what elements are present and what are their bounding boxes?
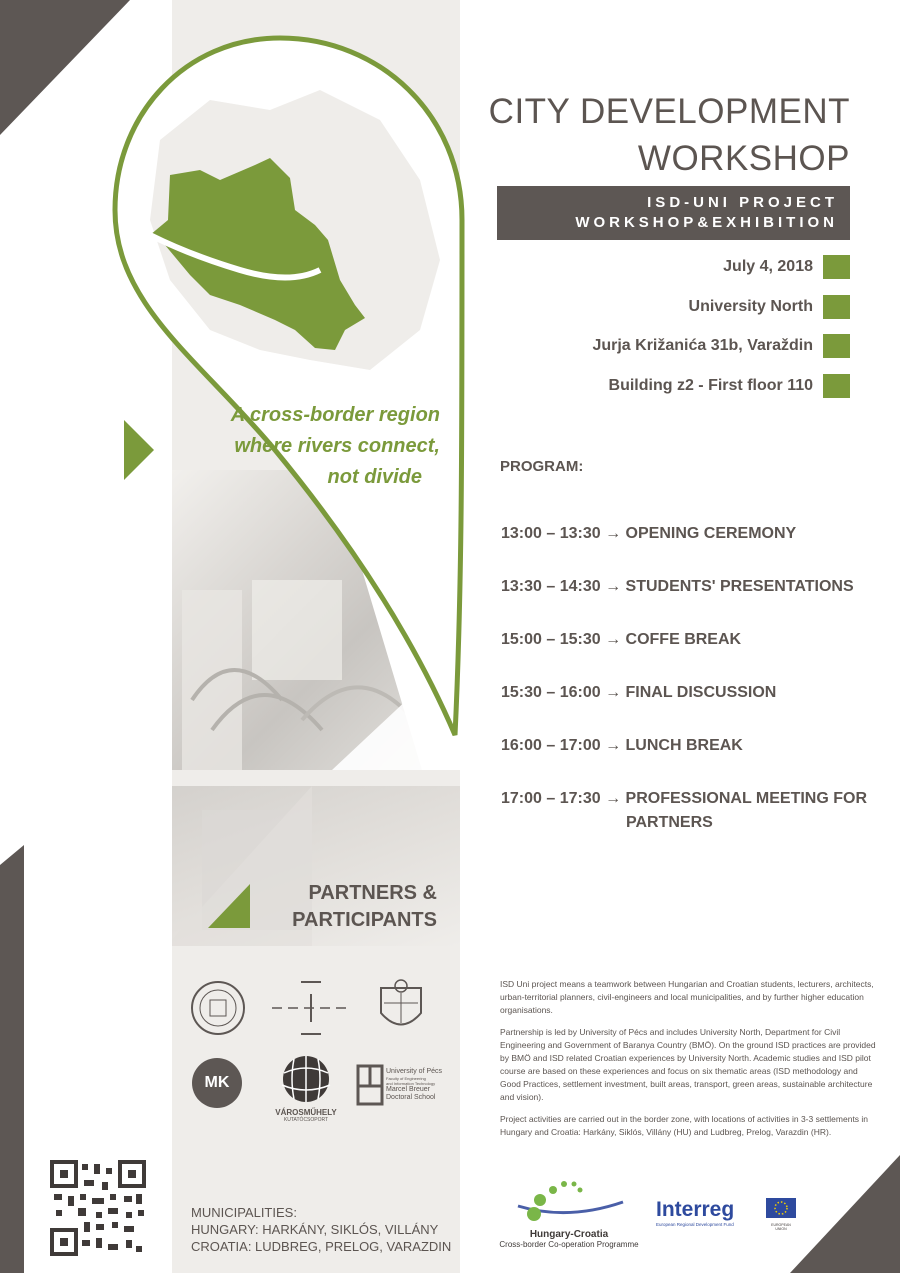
subtitle-line: WORKSHOP&EXHIBITION bbox=[575, 214, 838, 231]
event-address: Jurja Križanića 31b, Varaždin bbox=[592, 337, 813, 354]
tagline-line: A cross-border region bbox=[230, 404, 440, 426]
green-square-bullet bbox=[823, 295, 850, 319]
breuer-doctoral-school-logo bbox=[356, 1064, 442, 1106]
description-paragraph: Partnership is led by University of Pécs and includes University North, Department for Civil Engineering and Government of Baranya Country (BMÖ). On the ground ISD practices are provided by BMÖ and ISD related Croatian experiences by University North. Academic studies and ISD pilot course are based on these experiences and focus on six thematic areas (ISD methodology and Good Practices, settlement investment, built areas, transport, green areas, sustainable architecture and vision). bbox=[500, 1027, 876, 1102]
breuer-line: Doctoral School bbox=[386, 1094, 436, 1101]
program-item-text: 15:30 – 16:00 → FINAL DISCUSSION bbox=[501, 684, 777, 701]
varosmuhely-name: VÁROSMŰHELY bbox=[275, 1108, 337, 1117]
event-room-row bbox=[609, 374, 850, 398]
green-square-bullet bbox=[823, 334, 850, 358]
university-north-cross-logo bbox=[272, 978, 350, 1040]
partners-heading bbox=[240, 880, 437, 934]
program-item bbox=[501, 628, 741, 652]
breuer-line: University of Pécs bbox=[386, 1068, 443, 1075]
tagline-line: not divide bbox=[327, 466, 422, 488]
mk-logo-text: MK bbox=[204, 1074, 230, 1091]
event-address-row bbox=[592, 334, 850, 358]
program-item-text: 17:00 – 17:30 → PROFESSIONAL MEETING FOR bbox=[501, 790, 868, 807]
programme-swoosh-icon bbox=[498, 1176, 640, 1224]
breuer-line: and Information Technology bbox=[386, 1081, 436, 1086]
varosmuhely-subtitle: KUTATÓCSOPORT bbox=[283, 1117, 329, 1123]
mk-logo bbox=[192, 1058, 242, 1108]
corner-triangle-bottom-right bbox=[790, 1155, 900, 1273]
title-line: CITY DEVELOPMENT bbox=[488, 92, 850, 131]
program-item bbox=[501, 522, 796, 546]
program-heading: PROGRAM: bbox=[500, 458, 584, 475]
program-item-text: 15:00 – 15:30 → COFFE BREAK bbox=[501, 631, 742, 648]
program-item bbox=[501, 787, 867, 835]
eu-flag-icon bbox=[766, 1198, 796, 1218]
varosmuhely-logo bbox=[270, 1055, 342, 1123]
tagline-line: where rivers connect, bbox=[234, 435, 440, 457]
programme-name: Hungary-Croatia bbox=[529, 1229, 609, 1240]
title-line: WORKSHOP bbox=[637, 139, 850, 178]
qr-code[interactable] bbox=[50, 1160, 146, 1256]
event-venue-row bbox=[689, 295, 850, 319]
university-pecs-seal-logo bbox=[190, 980, 246, 1036]
varosmuhely-globe-icon bbox=[270, 1055, 342, 1103]
program-item-continuation: PARTNERS bbox=[626, 814, 713, 831]
subtitle-banner bbox=[497, 186, 850, 240]
breuer-line: Marcel Breuer bbox=[386, 1086, 430, 1093]
event-venue: University North bbox=[688, 298, 813, 315]
program-item bbox=[501, 734, 743, 758]
tagline bbox=[180, 400, 440, 493]
program-item bbox=[501, 681, 776, 705]
program-item-text: 13:00 – 13:30 → OPENING CEREMONY bbox=[501, 525, 797, 542]
description-paragraph: ISD Uni project means a teamwork between Hungarian and Croatian students, lecturers, architects, urban-territorial planners, civil-engineers and local municipalities, and by further higher education organisations. bbox=[500, 979, 874, 1015]
municipalities-line: HUNGARY: HARKÁNY, SIKLÓS, VILLÁNY bbox=[191, 1222, 439, 1237]
partners-heading-line: PARTICIPANTS bbox=[292, 909, 437, 931]
baranya-coat-of-arms-logo bbox=[376, 978, 426, 1036]
municipalities-line: CROATIA: LUDBREG, PRELOG, VARAZDIN bbox=[191, 1239, 452, 1254]
partners-heading-line: PARTNERS & bbox=[308, 882, 437, 904]
event-room: Building z2 - First floor 110 bbox=[608, 377, 813, 394]
green-square-bullet bbox=[823, 255, 850, 279]
event-date: July 4, 2018 bbox=[723, 258, 813, 275]
eu-flag-logo bbox=[766, 1198, 796, 1231]
map-pin-graphic bbox=[90, 30, 470, 750]
breuer-line: Faculty of Engineering bbox=[386, 1076, 426, 1081]
programme-subtitle: Cross-border Co-operation Programme bbox=[499, 1240, 639, 1249]
interreg-logo bbox=[656, 1198, 734, 1227]
event-date-row bbox=[723, 255, 850, 279]
interreg-name: Interreg bbox=[656, 1198, 735, 1221]
corner-triangle-bottom-left bbox=[0, 845, 24, 1273]
breuer-mb-icon bbox=[356, 1064, 384, 1106]
municipalities-line: MUNICIPALITIES: bbox=[191, 1205, 297, 1220]
interreg-subtitle: European Regional Development Fund bbox=[656, 1222, 734, 1227]
page-title bbox=[470, 88, 850, 182]
description-paragraph: Project activities are carried out in the border zone, with locations of activities in 3-3 settlements in Hungary and Croatia: Harkány, Siklós, Villány (HU) and Ludbreg, Prelog, Varazdin (HR). bbox=[500, 1114, 869, 1137]
hungary-croatia-programme-logo bbox=[498, 1176, 640, 1249]
program-item-text: 16:00 – 17:00 → LUNCH BREAK bbox=[501, 737, 743, 754]
green-triangle-marker bbox=[124, 420, 154, 480]
program-item bbox=[501, 575, 854, 599]
eu-label: EUROPEAN UNION bbox=[771, 1223, 791, 1231]
green-square-bullet bbox=[823, 374, 850, 398]
project-description bbox=[500, 978, 880, 1148]
subtitle-line: ISD-UNI PROJECT bbox=[647, 194, 838, 211]
municipalities-list bbox=[191, 1204, 451, 1255]
program-item-text: 13:30 – 14:30 → STUDENTS' PRESENTATIONS bbox=[501, 578, 854, 595]
